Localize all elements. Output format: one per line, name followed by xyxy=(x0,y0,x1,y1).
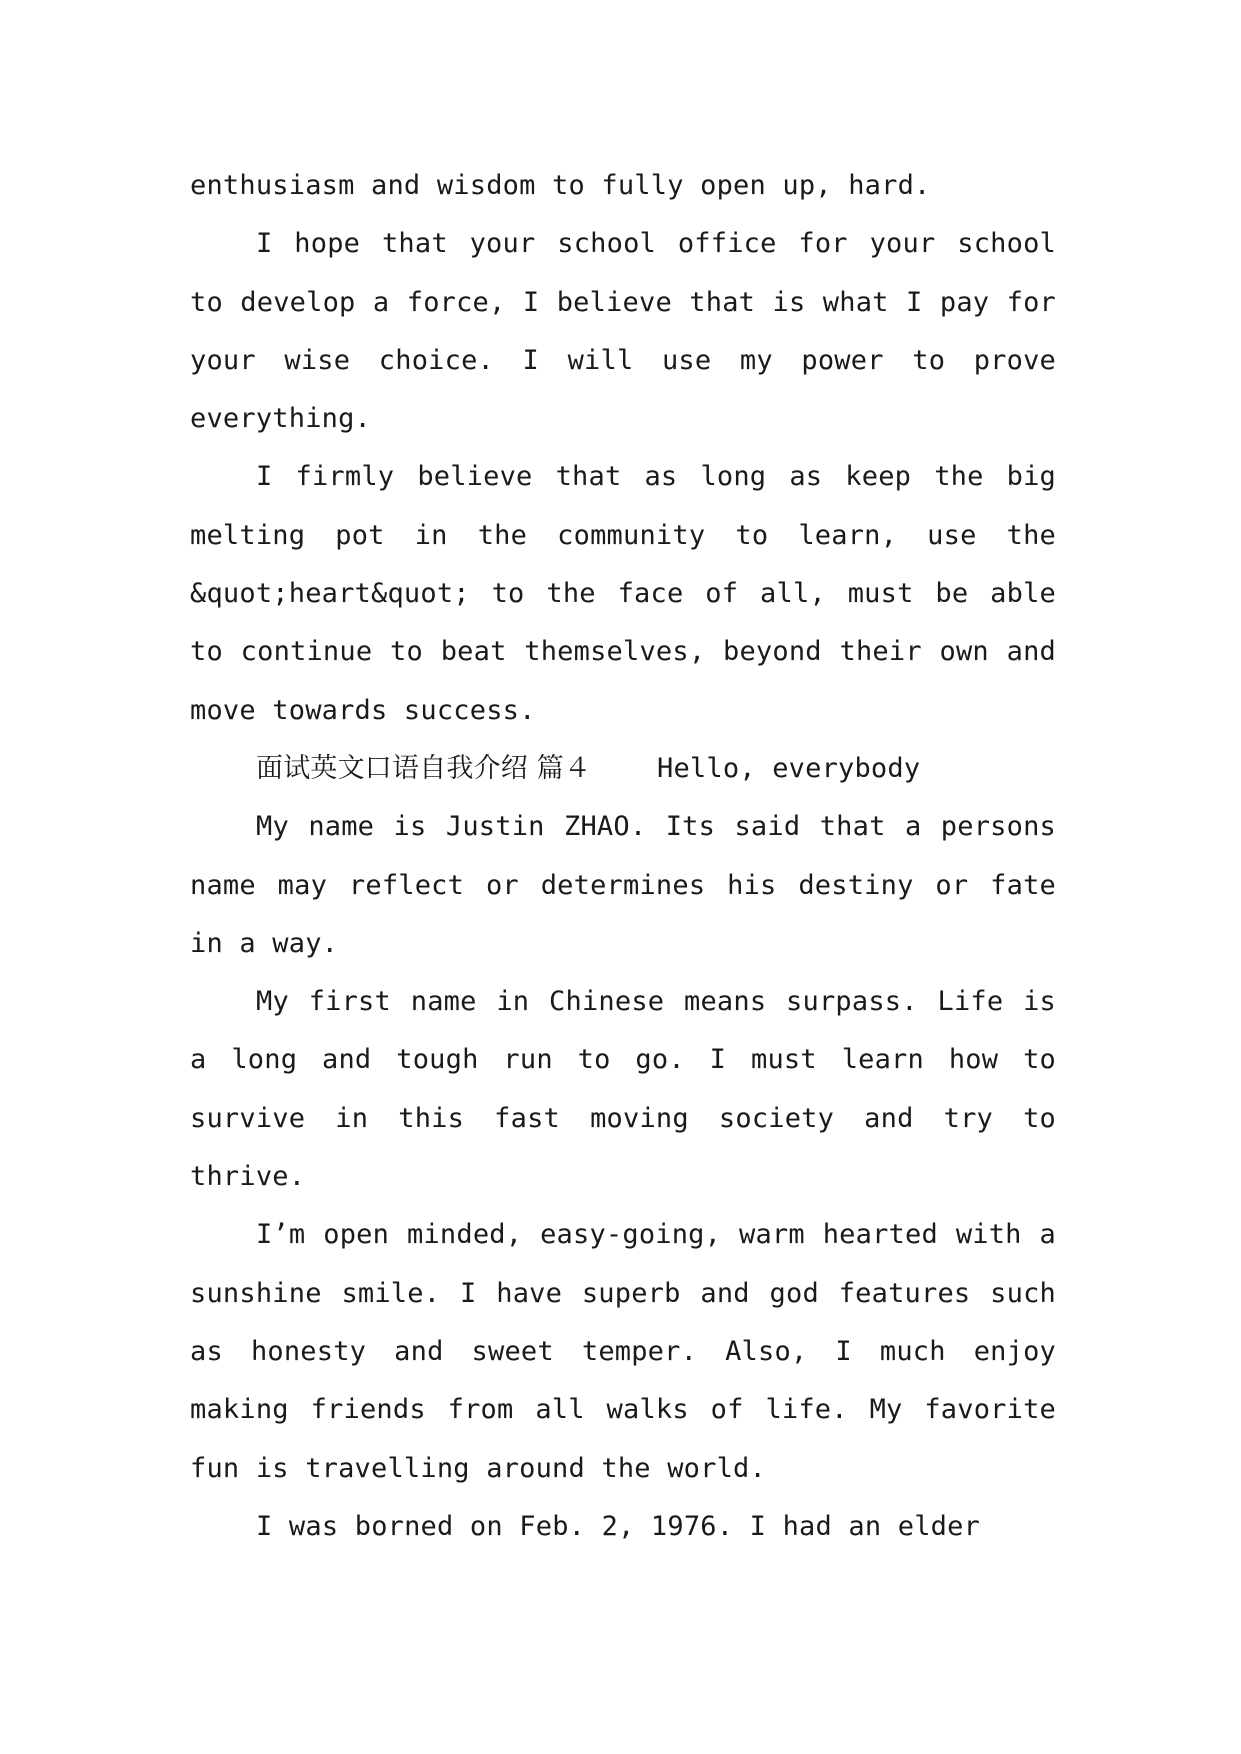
section-heading-title: 面试英文口语自我介绍 篇４ xyxy=(256,752,592,784)
paragraph-continuation: enthusiasm and wisdom to fully open up, hard. xyxy=(190,170,931,201)
paragraph-melting-pot: I firmly believe that as long as keep the big melting pot in the community to learn, use the &quot;heart&quot; to the face of all, must be able to continue to beat themselves, beyond their own and move towards success. xyxy=(190,461,1056,726)
paragraph-first-name: My first name in Chinese means surpass. Life is a long and tough run to go. I must learn how to survive in this fast moving society and try to thrive. xyxy=(190,986,1056,1193)
paragraph-personality: I’m open minded, easy-going, warm hearted with a sunshine smile. I have superb and god features such as honesty and sweet temper. Also, I much enjoy making friends from all walks of life. My favorite fun is travelling around the world. xyxy=(190,1219,1056,1484)
section-heading-greeting: Hello, everybody xyxy=(657,752,921,784)
paragraph-school-office: I hope that your school office for your school to develop a force, I believe that is what I pay for your wise choice. I will use my power to prove everything. xyxy=(190,228,1056,435)
paragraph-birth: I was borned on Feb. 2, 1976. I had an elder xyxy=(256,1510,981,1542)
paragraph-name: My name is Justin ZHAO. Its said that a persons name may reflect or determines his destiny or fate in a way. xyxy=(190,811,1056,959)
section-heading xyxy=(190,740,1056,798)
document-body xyxy=(190,157,1056,1556)
